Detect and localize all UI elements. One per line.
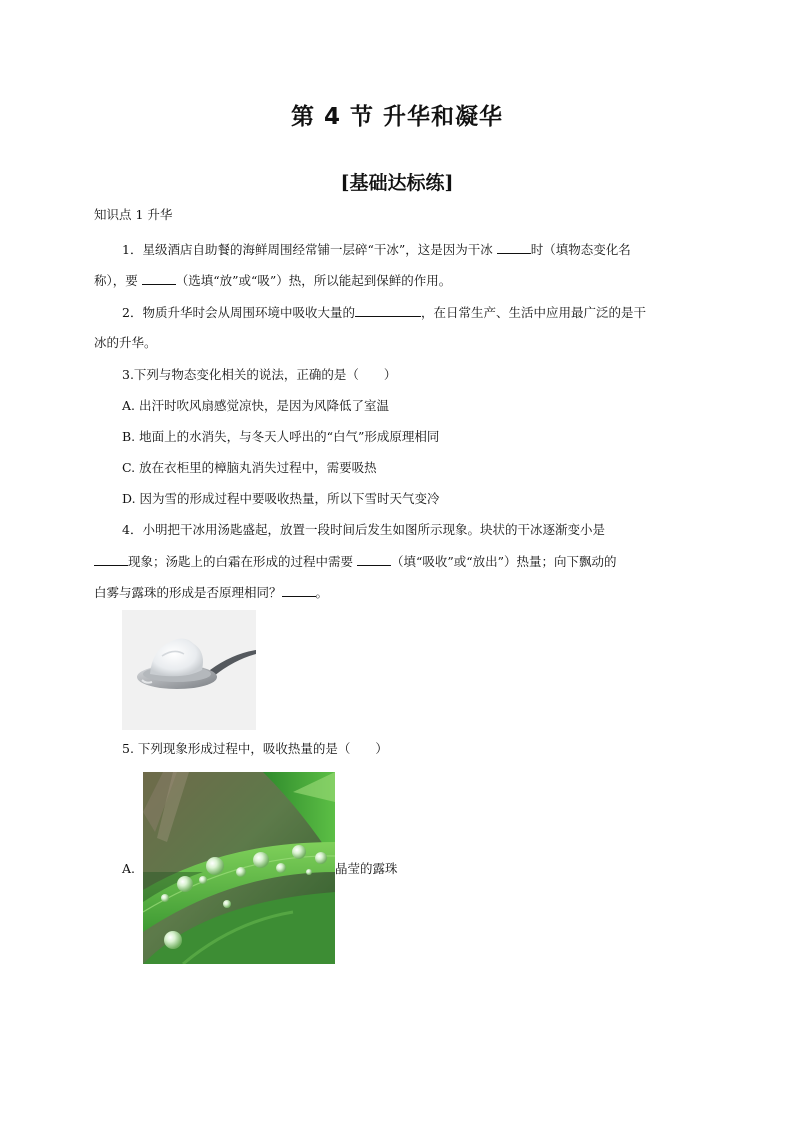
q1-text-c: 称），要 <box>94 273 142 288</box>
q1-line-1 <box>122 240 742 259</box>
q2-line-1 <box>122 303 742 322</box>
q2-line-2: 冰的升华。 <box>94 335 157 350</box>
q1-text-b: 时（填物态变化名 <box>530 242 631 257</box>
q3-option-a[interactable]: A. 出汗时吹风扇感觉凉快，是因为风降低了室温 <box>122 398 389 413</box>
q4-line-3 <box>94 583 714 602</box>
q5-stem: 5. 下列现象形成过程中，吸收热量的是（ ） <box>122 741 388 756</box>
q1-text-a: 1．星级酒店自助餐的海鲜周围经常铺一层碎“干冰”，这是因为干冰 <box>122 242 497 257</box>
page-subtitle: [基础达标练] <box>340 172 454 194</box>
q1-line-2 <box>94 271 714 290</box>
dew-drops-leaf-drawing <box>143 772 335 964</box>
q5-option-a-label[interactable]: A. <box>122 861 136 876</box>
q3-option-b[interactable]: B. 地面上的水消失，与冬天人呼出的“白气”形成原理相同 <box>122 429 440 444</box>
q5-option-a-text: 晶莹的露珠 <box>335 861 398 876</box>
q4-text-a: 现象；汤匙上的白霜在形成的过程中需要 <box>128 554 357 569</box>
q1-blank-2[interactable] <box>142 271 176 285</box>
q4-text-d: 。 <box>315 585 329 600</box>
q3-option-d[interactable]: D. 因为雪的形成过程中要吸收热量，所以下雪时天气变冷 <box>122 491 440 506</box>
section-heading: 知识点 1 升华 <box>94 207 173 222</box>
q4-line-1: 4．小明把干冰用汤匙盛起，放置一段时间后发生如图所示现象。块状的干冰逐渐变小是 <box>122 522 605 537</box>
q4-text-b: （填“吸收”或“放出”）热量；向下飘动的 <box>390 554 617 569</box>
dry-ice-spoon-figure <box>122 610 256 730</box>
q1-text-d: （选填“放”或“吸”）热，所以能起到保鲜的作用。 <box>175 273 452 288</box>
q4-blank-2[interactable] <box>357 552 391 566</box>
q4-line-2 <box>94 552 714 571</box>
q4-blank-3[interactable] <box>282 583 316 597</box>
q4-text-c: 白雾与露珠的形成是否原理相同？ <box>94 585 282 600</box>
q2-text-a: 2．物质升华时会从周围环境中吸收大量的 <box>122 305 355 320</box>
q2-text-b: ，在日常生产、生活中应用最广泛的是干 <box>420 305 646 320</box>
q2-blank-1[interactable] <box>355 303 421 317</box>
dew-drops-leaf-figure[interactable] <box>143 772 335 964</box>
q3-option-c[interactable]: C. 放在衣柜里的樟脑丸消失过程中，需要吸热 <box>122 460 377 475</box>
dry-ice-spoon-drawing <box>122 610 256 730</box>
page-title: 第 4 节 升华和凝华 <box>290 104 504 130</box>
q3-stem: 3.下列与物态变化相关的说法，正确的是（ ） <box>122 367 397 382</box>
q4-blank-1[interactable] <box>94 552 128 566</box>
q1-blank-1[interactable] <box>497 240 531 254</box>
